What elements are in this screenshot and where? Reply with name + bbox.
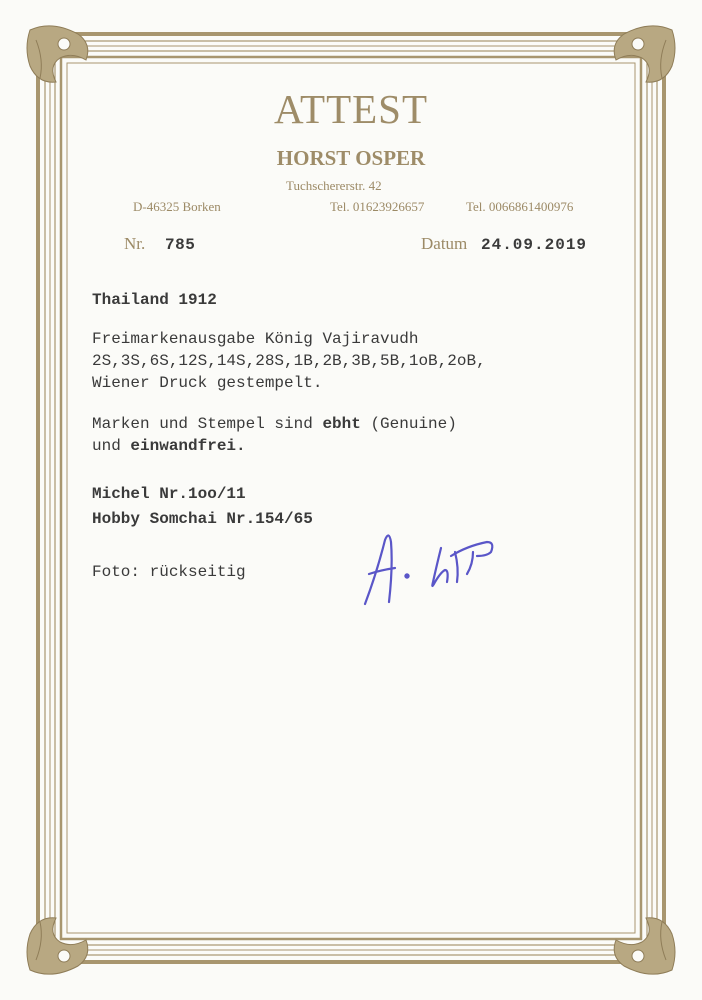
corner-ornament-top-left (27, 26, 88, 82)
certificate-title: ATTEST (273, 86, 429, 132)
country-year: Thailand 1912 (92, 291, 217, 309)
issue-line-3: Wiener Druck gestempelt. (92, 374, 323, 392)
catalogue-hobby-somchai: Hobby Somchai Nr.154/65 (92, 510, 313, 528)
issue-line-1: Freimarkenausgabe König Vajiravudh (92, 330, 419, 348)
issuer-phone-2: Tel. 0066861400976 (466, 199, 574, 214)
issuer-name: HORST OSPER (276, 146, 426, 170)
nr-label: Nr. (124, 234, 146, 253)
statement-line-2 (92, 437, 246, 456)
issue-line-2: 2S,3S,6S,12S,14S,28S,1B,2B,3B,5B,1oB,2oB, (92, 352, 486, 370)
statement-genuine-word: ebht (322, 415, 361, 433)
issuer-street: Tuchschererstr. 42 (286, 178, 382, 193)
photo-note: Foto: rückseitig (92, 563, 246, 581)
statement-line-1 (92, 415, 457, 434)
datum-label: Datum (421, 234, 468, 253)
issuer-city: D-46325 Borken (133, 199, 221, 214)
corner-ornament-bottom-left (27, 918, 88, 974)
statement-line-2-prefix: und (92, 437, 131, 455)
issuer-phone-1: Tel. 01623926657 (330, 199, 425, 214)
catalogue-michel: Michel Nr.1oo/11 (92, 485, 246, 503)
statement-suffix: (Genuine) (360, 415, 457, 433)
certificate-date: 24.09.2019 (481, 236, 588, 254)
statement-prefix: Marken und Stempel sind (92, 415, 323, 433)
corner-ornament-bottom-right (614, 918, 675, 974)
signature (355, 512, 525, 612)
statement-flawless-word: einwandfrei. (130, 437, 246, 455)
certificate-number: 785 (165, 236, 196, 254)
corner-ornament-top-right (614, 26, 675, 82)
